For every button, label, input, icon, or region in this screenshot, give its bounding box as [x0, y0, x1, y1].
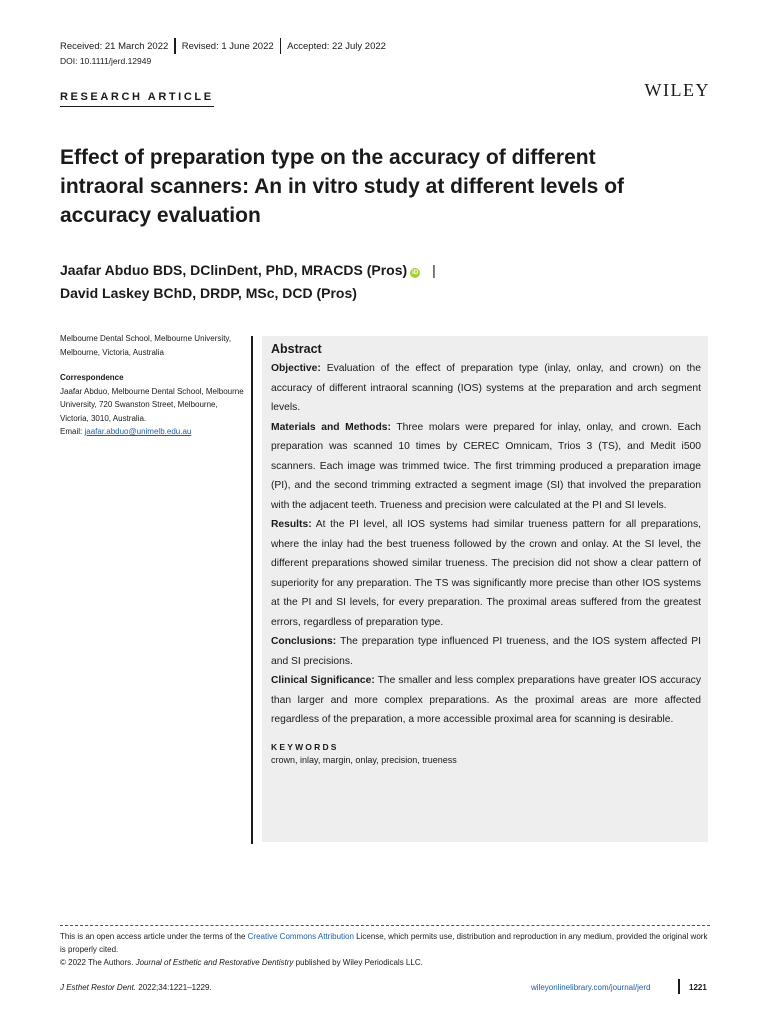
results-label: Results: [271, 519, 312, 530]
article-title: Effect of preparation type on the accuracy of different intraoral scanners: An in vitro study at different levels of accuracy evaluation [60, 146, 625, 227]
author-separator: | [432, 262, 436, 278]
accepted-date: Accepted: 22 July 2022 [287, 40, 386, 52]
author-list [60, 259, 436, 305]
citation-journal: J Esthet Restor Dent. [60, 983, 137, 992]
revised-date: Revised: 1 June 2022 [181, 40, 274, 52]
license-footnote [60, 930, 710, 969]
significance-text: The smaller and less complex preparations have greater IOS accuracy than larger and more complex preparations. As the proximal areas are more affected regardless of the preparation, a more accessible proximal area for scanning is desirable. [271, 675, 701, 725]
conclusions-text: The preparation type influenced PI trueness, and the IOS system affected PI and SI precisions. [271, 636, 701, 667]
license-text-end: License, which permits use, distribution and reproduction in any medium, provided the original work is properly cited. [60, 932, 708, 954]
copyright-text-end: published by Wiley Periodicals LLC. [293, 958, 423, 967]
objective-label: Objective: [271, 363, 321, 374]
conclusions-label: Conclusions: [271, 636, 337, 647]
correspondence-text: Jaafar Abduo, Melbourne Dental School, Melbourne University, 720 Swanston Street, Melbourne, Victoria, 3010, Australia. [60, 386, 244, 423]
article-dates [60, 38, 386, 54]
article-type: RESEARCH ARTICLE [60, 91, 214, 107]
copyright-line [60, 956, 710, 969]
orcid-icon[interactable]: iD [412, 270, 419, 276]
objective-text: Evaluation of the effect of preparation type (inlay, onlay, and crown) on the accuracy of different intraoral scanning (IOS) systems at the preparation and arch segment levels. [271, 363, 701, 413]
page-number-divider [678, 979, 680, 994]
copyright-text: © 2022 The Authors. [60, 958, 136, 967]
publisher-logo: WILEY [644, 80, 710, 100]
abstract-objective [271, 359, 701, 418]
keywords: crown, inlay, margin, onlay, precision, trueness [271, 754, 457, 765]
citation-details: 2022;34:1221–1229. [136, 983, 212, 992]
abstract-conclusions [271, 632, 701, 671]
date-divider [280, 38, 282, 54]
citation [60, 983, 212, 992]
significance-label: Clinical Significance: [271, 675, 375, 686]
author-1[interactable]: Jaafar Abduo BDS, DClinDent, PhD, MRACDS (Pros) [60, 262, 408, 278]
methods-label: Materials and Methods: [271, 421, 391, 433]
received-date: Received: 21 March 2022 [60, 40, 169, 52]
journal-name: Journal of Esthetic and Restorative Dentistry [135, 958, 294, 967]
footer-divider [60, 925, 710, 926]
email-label: Email: [60, 427, 83, 436]
abstract-methods [271, 418, 701, 516]
date-divider [174, 38, 176, 54]
column-divider [251, 336, 253, 844]
abstract-results [271, 515, 701, 632]
correspondence [60, 371, 245, 439]
keywords-heading: KEYWORDS [271, 741, 339, 752]
author-2[interactable]: David Laskey BChD, DRDP, MSc, DCD (Pros) [60, 285, 357, 301]
license-line [60, 930, 710, 956]
methods-text: Three molars were prepared for inlay, onlay, and crown. Each preparation was scanned 10 times by CEREC Omnicam, Trios 3 (TS), and Medit i500 scanners. Each image was trimmed twice. The first trimming produced a preparation image (PI), and the second trimming extracted a segment image (SI) that involved the preparation with the adjacent teeth. Trueness and precision were calculated at the PI and SI levels. [271, 421, 701, 511]
cc-license-link[interactable]: Creative Commons Attribution [247, 932, 354, 941]
abstract-box [262, 336, 708, 842]
email-line [60, 425, 245, 439]
correspondence-label: Correspondence [60, 373, 124, 382]
doi[interactable]: DOI: 10.1111/jerd.12949 [60, 56, 152, 66]
abstract-significance [271, 671, 701, 730]
abstract-heading: Abstract [271, 342, 322, 356]
affiliation: Melbourne Dental School, Melbourne University, Melbourne, Victoria, Australia [60, 334, 232, 357]
results-text: At the PI level, all IOS systems had similar trueness pattern for all preparations, where the inlay had the best trueness followed by the crown and onlay. At the SI level, the different preparations showed similar trueness. The precision did not show a clear pattern of superiority for any preparation. The TS was significantly more precise than other IOS systems at the PI and SI levels, for every preparation. The proximal areas suffered from the greatest errors, regardless of preparation type. [271, 519, 701, 628]
journal-url-link[interactable]: wileyonlinelibrary.com/journal/jerd [531, 983, 651, 992]
license-text: This is an open access article under the terms of the [60, 932, 248, 941]
page-number: 1221 [689, 983, 707, 992]
email-link[interactable]: jaafar.abduo@unimelb.edu.au [84, 427, 192, 436]
